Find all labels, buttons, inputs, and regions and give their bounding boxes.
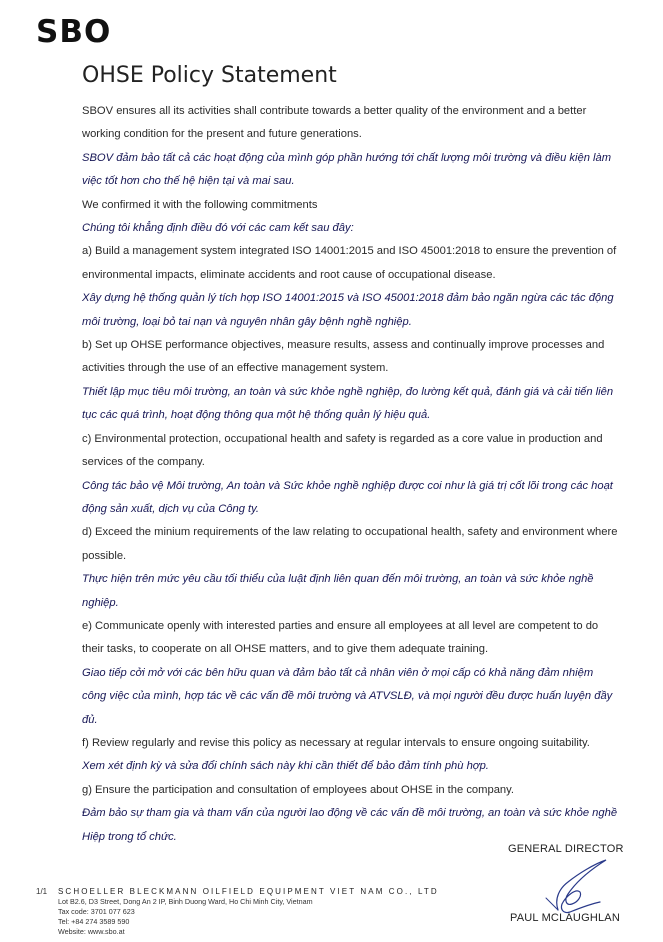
commitment-c-vi: Công tác bảo vệ Môi trường, An toàn và Sức khỏe nghề nghiệp được coi như là giá trị cốt lõi trong các hoạt động sản xuất, dịch vụ của Công ty. [82, 479, 613, 515]
commitment-a-en: a) Build a management system integrated ISO 14001:2015 and ISO 45001:2018 to ensure the prevention of environmental impacts, eliminate accidents and root cause of occupational disease. [82, 245, 617, 281]
page-number: 1/1 [36, 887, 48, 896]
commitment-a-vi: Xây dựng hệ thống quản lý tích hợp ISO 14001:2015 và ISO 45001:2018 đảm bảo ngăn ngừa các tác động môi trường, loại bỏ tai nạn và nguyên nhân gây bệnh nghề nghiệp. [82, 292, 614, 328]
company-tax-code: Tax code: 3701 077 623 [58, 907, 135, 916]
commitment-f-vi: Xem xét định kỳ và sửa đổi chính sách này khi cần thiết để bảo đảm tính phù hợp. [82, 760, 489, 773]
commitment-g-en: g) Ensure the participation and consultation of employees about OHSE in the company. [82, 783, 515, 796]
policy-body [82, 100, 618, 849]
commitments-heading-en: We confirmed it with the following commitments [82, 198, 318, 211]
commitments-heading-vi: Chúng tôi khẳng định điều đó với các cam kết sau đây: [82, 222, 354, 235]
intro-en: SBOV ensures all its activities shall contribute towards a better quality of the environment and a better working condition for the present and future generations. [82, 105, 587, 141]
commitment-e-en: e) Communicate openly with interested parties and ensure all employees at all level are competent to do their tasks, to cooperate on all OHSE matters, and to give them adequate training. [82, 619, 599, 656]
commitment-c-en: c) Environmental protection, occupational health and safety is regarded as a core value in production and services of the company. [82, 432, 603, 469]
commitment-b-vi: Thiết lập mục tiêu môi trường, an toàn và sức khỏe nghề nghiệp, đo lường kết quả, đánh giá và cải tiến liên tục các quá trình, hoạt động thông qua một hệ thống quản lý hiệu quả. [82, 385, 614, 422]
intro-vi: SBOV đảm bảo tất cả các hoạt động của mình góp phần hướng tới chất lượng môi trường và điều kiện làm việc tốt hơn cho thế hệ hiện tại và mai sau. [82, 151, 612, 188]
company-address: Lot B2.6, D3 Street, Dong An 2 IP, Binh Duong Ward, Ho Chi Minh City, Vietnam [58, 897, 313, 906]
director-title: GENERAL DIRECTOR [508, 843, 624, 855]
commitment-b-en: b) Set up OHSE performance objectives, measure results, assess and continually improve processes and activities through the use of an effective management system. [82, 339, 605, 375]
commitment-g-vi: Đảm bảo sự tham gia và tham vấn của người lao động về các vấn đề môi trường, an toàn và sức khỏe nghề Hiệp trong tổ chức. [82, 807, 618, 843]
sbo-logo: SBO [36, 14, 112, 50]
company-name: SCHOELLER BLECKMANN OILFIELD EQUIPMENT VIET NAM CO., LTD [58, 887, 439, 896]
commitment-d-vi: Thực hiện trên mức yêu cầu tối thiểu của luật định liên quan đến môi trường, an toàn và sức khỏe nghề nghiệp. [82, 573, 594, 609]
page-title: OHSE Policy Statement [82, 63, 337, 88]
commitment-e-vi: Giao tiếp cởi mở với các bên hữu quan và đảm bảo tất cả nhân viên ở mọi cấp có khả năng đảm nhiệm công việc của mình, hợp tác về các vấn đề môi trường và ATVSLĐ, và mọi người đều được huấn luyện đầy đủ. [82, 666, 613, 726]
company-phone: Tel: +84 274 3589 590 [58, 917, 130, 926]
company-website: Website: www.sbo.at [58, 927, 125, 936]
commitment-d-en: d) Exceed the minium requirements of the law relating to occupational health, safety and environment where possible. [82, 526, 618, 562]
handwritten-signature [520, 858, 630, 918]
company-footer [58, 886, 439, 937]
commitment-f-en: f) Review regularly and revise this policy as necessary at regular intervals to ensure ongoing suitability. [82, 736, 590, 749]
director-name: PAUL MCLAUGHLAN [510, 912, 620, 924]
